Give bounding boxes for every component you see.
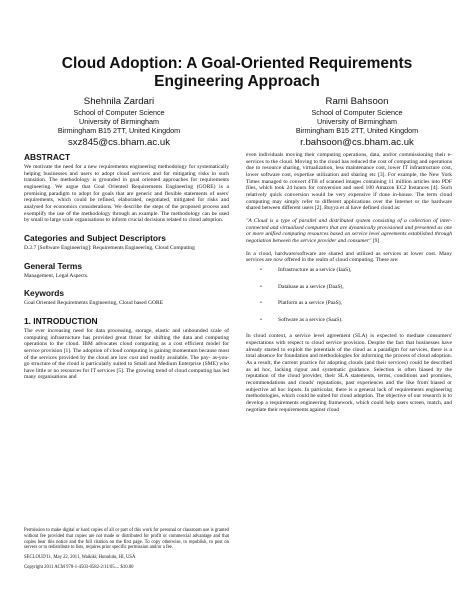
list-item <box>246 317 452 324</box>
categories-heading: Categories and Subject Descriptors <box>24 232 166 243</box>
author-department: School of Computer Science <box>311 108 403 117</box>
general-terms-heading: General Terms <box>24 260 83 271</box>
list-item-text: Infrastructure as a service (IaaS), <box>278 266 352 273</box>
categories-text: D.2.7 [Software Engineering]: Requirements Engineering, Cloud Computing <box>24 244 195 251</box>
list-item-text: Software as a service (SaaS). <box>278 316 343 323</box>
abstract-heading: ABSTRACT <box>24 152 71 162</box>
conference-info: SECLOUD'11, May 22, 2011, Waikiki, Honolulu, HI, USA <box>24 555 136 561</box>
paper-title <box>40 55 434 91</box>
list-item-text: Database as a service (DaaS), <box>278 283 344 290</box>
paper-title-line-1: Cloud Adoption: A Goal-Oriented Requirements <box>61 55 413 72</box>
abstract-text: We motivate the need for a new requirements engineering methodology for systematically helping businesses and users to adopt cloud services and for mitigating risks in such transition. The methodology is grounded in goal oriented approaches for requirements engineering. We argue that Goal Oriented Requirements Engineering (GORE) is a promising paradigm to adopt for goals that are generic and flexible statements of users' requirements, which could be refined, elaborated, negotiated, mitigated for risks and analysed for economics considerations. We describe the steps of the proposed process and exemplify the use of the methodology through an example. The methodology can be used by small to large scale organisations to inform crucial decisions related to cloud adoption. <box>24 164 229 224</box>
bullet-icon: • <box>260 316 262 323</box>
general-terms-text: Management, Legal Aspects. <box>24 272 89 279</box>
bullet-icon: • <box>260 283 262 290</box>
keywords-heading: Keywords <box>24 288 65 299</box>
quote-text: "A Cloud is a type of parallel and distributed system consisting of a collection of inter-connected and virtualized computers that are dynamically provisioned and presented as one or more unified computing resources based on service level agreements established through negotiation between the service provider and consumer" <box>246 217 452 244</box>
author-name: Shehnila Zardari <box>83 96 155 107</box>
right-paragraph-1: even individuals moving their computing operations, data, and/or commissioning their e-services to the cloud. Moving to the cloud has reduced the cost of computing and operations due to resource sharing, virtualization, less maintenance cost, lower IT infrastructure cost, lower software cost, expertise utilization and sharing etc [3]. For example, the New York Times managed to convert 4TB of scanned images containing 11 million articles into PDF files, which took 24 hours for conversion and used 100 Amazon EC2 Instances [4]. Such relatively quick conversion would be very expensive if done in-house. The term cloud computing may simply refer to different applications over the Internet or the hardware shared between different users [2]. Buyya et al have defined cloud as: <box>246 152 452 212</box>
list-item <box>246 284 452 291</box>
author-name: Rami Bahsoon <box>325 96 389 107</box>
introduction-text: The ever increasing need for data processing, storage, elastic and unbounded scale of computing infrastructure has provided great thrust for shifting the data and computing operations to the cloud. IBM advocates cloud computing as a cost efficient model for service provision [1]. The adoption of cloud computing is gaining momentum because most of the services provided by the cloud are low cost and readily available. The pay- as-you- go structure of the cloud is particularly suited to Small and Medium Enterprise (SME) who have little or no resources for IT services [5]. The growing trend of cloud computing has led many organisations and <box>24 327 229 381</box>
quote-citation: [9] <box>371 237 380 244</box>
author-address: Birmingham B15 2TT, United Kingdom <box>57 126 181 135</box>
bullet-icon: • <box>260 300 262 307</box>
permission-notice: Permission to make digital or hard copies of all or part of this work for personal or classroom use is granted without fee provided that copies are not made or distributed for profit or commercial advantage and that copies bear this notice and the full citation on the first page. To copy otherwise, to republish, to post on servers or to redistribute to lists, requires prior specific permission and/or a fee. <box>24 528 229 551</box>
author-block-1 <box>24 96 214 149</box>
author-department: School of Computer Science <box>73 108 165 117</box>
paper-title-line-2: Engineering Approach <box>154 73 320 90</box>
bullet-icon: • <box>260 266 262 273</box>
right-column <box>246 152 452 413</box>
list-item <box>246 267 452 274</box>
copyright-footnote <box>24 528 229 571</box>
right-paragraph-2: In a cloud, hardware/software are shared and utilized as services at lower cost. Many services are now offered in the realm of cloud computing. These are: <box>246 250 452 264</box>
author-address: Birmingham B15 2TT, United Kingdom <box>295 126 419 135</box>
introduction-heading: 1. INTRODUCTION <box>24 315 98 326</box>
keywords-text: Goal Oriented Requirements Engineering, Cloud based GORE <box>24 300 164 307</box>
cloud-definition-quote <box>246 218 452 245</box>
list-item-text: Platform as a service (PaaS), <box>278 300 342 307</box>
author-email: r.bahsoon@cs.bham.ac.uk <box>300 137 414 148</box>
author-block-2 <box>262 96 452 149</box>
left-column <box>24 152 229 381</box>
right-paragraph-3: In cloud context, a service level agreement (SLA) is expected to mediate consumers' expectations with respect to cloud service provision. Despite the fact that businesses have already started to exploit the potentials of the cloud as a paradigm for services, there is a total absence for foundation and methodologies for informing the process of cloud adoption. As a result, the current practice for adopting clouds (and their services) could be described as ad hoc, lacking rigour and systematic guidance. Selection is often biased by the reputation of the cloud provider, their SLA statements, terms, conditions and promises, recommendations and clouds' reputations, past experiences and the like from biased or subjective ad hoc inputs. In particular, there is a general lack of requirements engineering methodologies, which could be suited for cloud adoption. The objective of our research is to develop a requirements engineering framework, which could help users screen, match, and negotiate their requirements against cloud <box>246 333 452 413</box>
list-item <box>246 300 452 307</box>
author-email: sxz845@cs.bham.ac.uk <box>68 137 170 148</box>
author-organization: University of Birmingham <box>317 117 397 126</box>
author-organization: University of Birmingham <box>79 117 159 126</box>
service-model-list <box>246 267 452 324</box>
copyright-line: Copyright 2011 ACM 978-1-4503-0582-2/11/05.... $10.00 <box>24 564 134 570</box>
